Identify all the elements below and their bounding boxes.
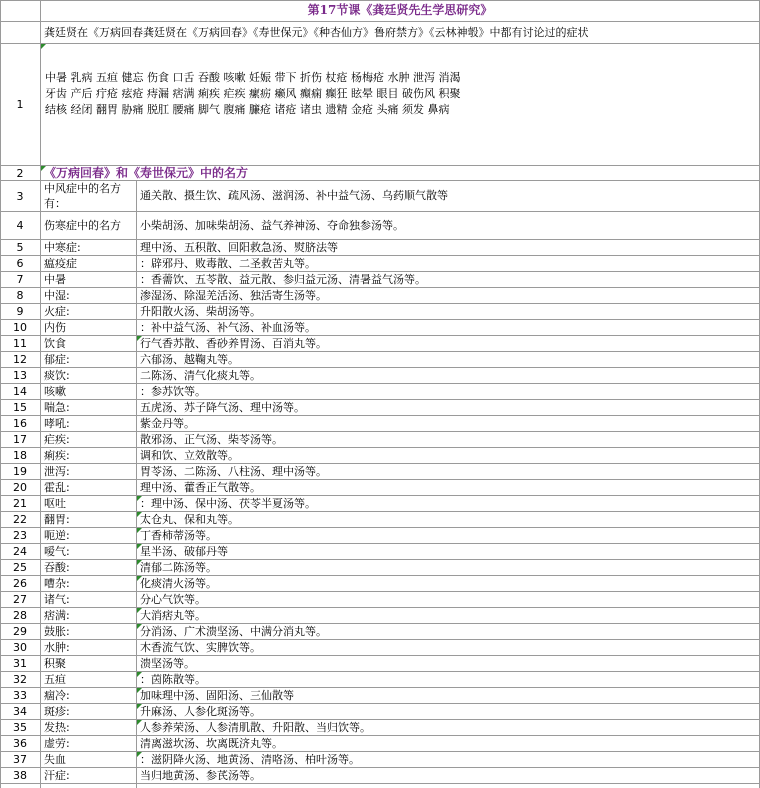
row-header[interactable]: 24 — [0, 544, 41, 560]
formula-cell[interactable] — [137, 784, 760, 788]
formula-cell[interactable]: 分消汤、广术溃坚汤、中满分消丸等。 — [137, 624, 760, 640]
row-header[interactable]: 9 — [0, 304, 41, 320]
row-header[interactable]: 19 — [0, 464, 41, 480]
symptom-name-cell[interactable]: 吞酸: — [41, 560, 137, 576]
row-header[interactable]: 34 — [0, 704, 41, 720]
symptom-name-cell[interactable]: 霍乱: — [41, 480, 137, 496]
formula-cell[interactable]: 化痰清火汤等。 — [137, 576, 760, 592]
row-header[interactable]: 17 — [0, 432, 41, 448]
symptom-name-cell[interactable]: 伤寒症中的名方 — [41, 212, 137, 240]
row-header[interactable]: 28 — [0, 608, 41, 624]
formula-cell[interactable]: 清郁二陈汤等。 — [137, 560, 760, 576]
formula-cell[interactable]: ：理中汤、保中汤、茯苓半夏汤等。 — [137, 496, 760, 512]
symptom-name-cell[interactable]: 翻胃: — [41, 512, 137, 528]
formula-cell[interactable]: 二陈汤、清气化痰丸等。 — [137, 368, 760, 384]
symptom-name-cell[interactable]: 哮吼: — [41, 416, 137, 432]
formula-cell[interactable]: 升麻汤、人参化斑汤等。 — [137, 704, 760, 720]
formula-cell[interactable]: 行气香苏散、香砂养胃汤、百消丸等。 — [137, 336, 760, 352]
row-header[interactable]: 35 — [0, 720, 41, 736]
formula-cell[interactable]: 加味理中汤、固阳汤、三仙散等 — [137, 688, 760, 704]
formula-cell[interactable]: 人参养荣汤、人参清肌散、升阳散、当归饮等。 — [137, 720, 760, 736]
row-header[interactable]: 8 — [0, 288, 41, 304]
row-header[interactable]: 15 — [0, 400, 41, 416]
row-header[interactable]: 11 — [0, 336, 41, 352]
symptom-name-cell[interactable]: 嘈杂: — [41, 576, 137, 592]
row-header[interactable]: 22 — [0, 512, 41, 528]
row-header[interactable]: 20 — [0, 480, 41, 496]
symptom-name-cell[interactable]: 饮食 — [41, 336, 137, 352]
row-header-2[interactable]: 2 — [0, 166, 41, 181]
symptom-name-cell[interactable]: 中湿: — [41, 288, 137, 304]
formula-cell[interactable]: 小柴胡汤、加味柴胡汤、益气养神汤、夺命独参汤等。 — [137, 212, 760, 240]
symptom-line: 牙齿 产后 疔疮 痃疮 痔漏 痞满 痢疾 疟疾 瘰疬 癞风 癫痫 癫狂 眩晕 眼目 破伤风 积聚 — [45, 87, 461, 100]
symptom-name-cell[interactable]: 郁症: — [41, 352, 137, 368]
formula-cell[interactable]: 紫金丹等。 — [137, 416, 760, 432]
symptom-name-cell[interactable]: 瘟疫症 — [41, 256, 137, 272]
row-header[interactable]: 14 — [0, 384, 41, 400]
symptom-name-cell[interactable]: 发热: — [41, 720, 137, 736]
symptom-name-cell[interactable]: 水肿: — [41, 640, 137, 656]
formula-cell[interactable]: 当归地黄汤、参芪汤等。 — [137, 768, 760, 784]
formula-cell[interactable]: 木香流气饮、实脾饮等。 — [137, 640, 760, 656]
row-header[interactable]: 3 — [0, 181, 41, 212]
row-header[interactable]: 5 — [0, 240, 41, 256]
formula-cell[interactable]: ：滋阴降火汤、地黄汤、清咯汤、柏叶汤等。 — [137, 752, 760, 768]
symptom-name-cell[interactable]: 诸气: — [41, 592, 137, 608]
symptom-name-cell[interactable]: 痼冷: — [41, 688, 137, 704]
row-header[interactable]: 29 — [0, 624, 41, 640]
intro-cell[interactable]: 龚廷贤在《万病回春龚廷贤在《万病回春》《寿世保元》《种杏仙方》鲁府禁方》《云林神彀》中都有讨论过的症状 — [41, 22, 760, 44]
row-header[interactable]: 23 — [0, 528, 41, 544]
symptom-name-cell[interactable]: 积聚 — [41, 656, 137, 672]
row-header[interactable]: 7 — [0, 272, 41, 288]
formula-cell[interactable]: 星半汤、破郁丹等 — [137, 544, 760, 560]
symptom-name-cell[interactable]: 呕吐 — [41, 496, 137, 512]
formula-cell[interactable]: 升阳散火汤、柴胡汤等。 — [137, 304, 760, 320]
symptoms-cell[interactable] — [41, 44, 760, 166]
symptom-name-cell[interactable]: 嗳气: — [41, 544, 137, 560]
symptom-name-cell[interactable] — [41, 784, 137, 788]
symptom-name-cell[interactable]: 失血 — [41, 752, 137, 768]
symptom-name-cell[interactable]: 中暑 — [41, 272, 137, 288]
symptom-name-cell[interactable]: 痢疾: — [41, 448, 137, 464]
formula-cell[interactable]: ：香薷饮、五苓散、益元散、参归益元汤、清暑益气汤等。 — [137, 272, 760, 288]
row-header[interactable]: 27 — [0, 592, 41, 608]
formula-cell[interactable]: 分心气饮等。 — [137, 592, 760, 608]
row-header[interactable]: 36 — [0, 736, 41, 752]
row-header[interactable]: 10 — [0, 320, 41, 336]
row-header-blank[interactable] — [0, 0, 41, 22]
symptom-name-cell[interactable]: 五疸 — [41, 672, 137, 688]
row-header[interactable]: 26 — [0, 576, 41, 592]
row-header[interactable]: 12 — [0, 352, 41, 368]
formula-cell[interactable]: 胃苓汤、二陈汤、八柱汤、理中汤等。 — [137, 464, 760, 480]
formula-cell[interactable]: 调和饮、立效散等。 — [137, 448, 760, 464]
formula-cell[interactable]: ：辟邪丹、败毒散、二圣救苦丸等。 — [137, 256, 760, 272]
symptom-name-cell[interactable]: 咳嗽 — [41, 384, 137, 400]
formula-cell[interactable]: 通关散、摄生饮、疏风汤、滋润汤、补中益气汤、乌药顺气散等 — [137, 181, 760, 212]
symptom-name-cell[interactable]: 虚劳: — [41, 736, 137, 752]
formula-cell[interactable]: 大消痞丸等。 — [137, 608, 760, 624]
symptom-name-cell[interactable]: 中风症中的名方有： — [41, 181, 137, 212]
row-header[interactable]: 21 — [0, 496, 41, 512]
symptom-name-cell[interactable]: 痰饮: — [41, 368, 137, 384]
symptom-name-cell[interactable]: 痞满: — [41, 608, 137, 624]
symptom-name-cell[interactable]: 中寒症: — [41, 240, 137, 256]
formula-cell[interactable]: 渗湿汤、除湿羌活汤、独活寄生汤等。 — [137, 288, 760, 304]
symptom-name-cell[interactable]: 呃逆: — [41, 528, 137, 544]
row-header[interactable]: 32 — [0, 672, 41, 688]
formula-cell[interactable]: 五虎汤、苏子降气汤、理中汤等。 — [137, 400, 760, 416]
formula-cell[interactable]: 散邪汤、正气汤、柴苓汤等。 — [137, 432, 760, 448]
row-header[interactable]: 33 — [0, 688, 41, 704]
formula-cell[interactable]: 理中汤、藿香正气散等。 — [137, 480, 760, 496]
formula-cell[interactable]: ：茵陈散等。 — [137, 672, 760, 688]
symptom-name-cell[interactable]: 泄泻: — [41, 464, 137, 480]
formula-cell[interactable]: 丁香柿蒂汤等。 — [137, 528, 760, 544]
symptom-name-cell[interactable]: 内伤 — [41, 320, 137, 336]
formula-cell[interactable]: 太仓丸、保和丸等。 — [137, 512, 760, 528]
row-header-1[interactable]: 1 — [0, 44, 41, 166]
section-title[interactable]: 《万病回春》和《寿世保元》中的名方 — [41, 166, 760, 181]
row-header[interactable]: 37 — [0, 752, 41, 768]
formula-cell[interactable]: 清离滋坎汤、坎离既济丸等。 — [137, 736, 760, 752]
row-header[interactable]: 25 — [0, 560, 41, 576]
symptom-name-cell[interactable]: 鼓胀: — [41, 624, 137, 640]
symptom-name-cell[interactable]: 疟疾: — [41, 432, 137, 448]
symptom-line: 结核 经闭 翻胃 胁痛 脱肛 腰痛 脚气 腹痛 臁疮 诸疮 诸虫 遗精 金疮 头痛 须发 鼻病 — [45, 103, 450, 116]
symptom-name-cell[interactable]: 汗症: — [41, 768, 137, 784]
row-header[interactable]: 18 — [0, 448, 41, 464]
symptom-line: 中暑 乳病 五疸 健忘 伤食 口舌 吞酸 咳嗽 妊娠 带下 折伤 杖疮 杨梅疮 水肿 泄泻 消渴 — [45, 71, 461, 84]
formula-cell[interactable]: 理中汤、五积散、回阳救急汤、熨脐法等 — [137, 240, 760, 256]
row-header[interactable]: 16 — [0, 416, 41, 432]
symptom-name-cell[interactable]: 喘急: — [41, 400, 137, 416]
row-header[interactable]: 4 — [0, 212, 41, 240]
formula-cell[interactable]: 六郁汤、越鞠丸等。 — [137, 352, 760, 368]
row-header[interactable]: 6 — [0, 256, 41, 272]
formula-cell[interactable]: ：参苏饮等。 — [137, 384, 760, 400]
row-header[interactable]: 38 — [0, 768, 41, 784]
row-header[interactable]: 30 — [0, 640, 41, 656]
row-header-blank[interactable] — [0, 22, 41, 44]
symptom-name-cell[interactable]: 火症: — [41, 304, 137, 320]
row-header[interactable]: 31 — [0, 656, 41, 672]
formula-cell[interactable]: 溃坚汤等。 — [137, 656, 760, 672]
sheet-title[interactable]: 第17节课《龚廷贤先生学思研究》 — [41, 0, 760, 22]
symptom-name-cell[interactable]: 斑疹: — [41, 704, 137, 720]
row-header[interactable]: 13 — [0, 368, 41, 384]
row-header[interactable] — [0, 784, 41, 788]
formula-cell[interactable]: ：补中益气汤、补气汤、补血汤等。 — [137, 320, 760, 336]
